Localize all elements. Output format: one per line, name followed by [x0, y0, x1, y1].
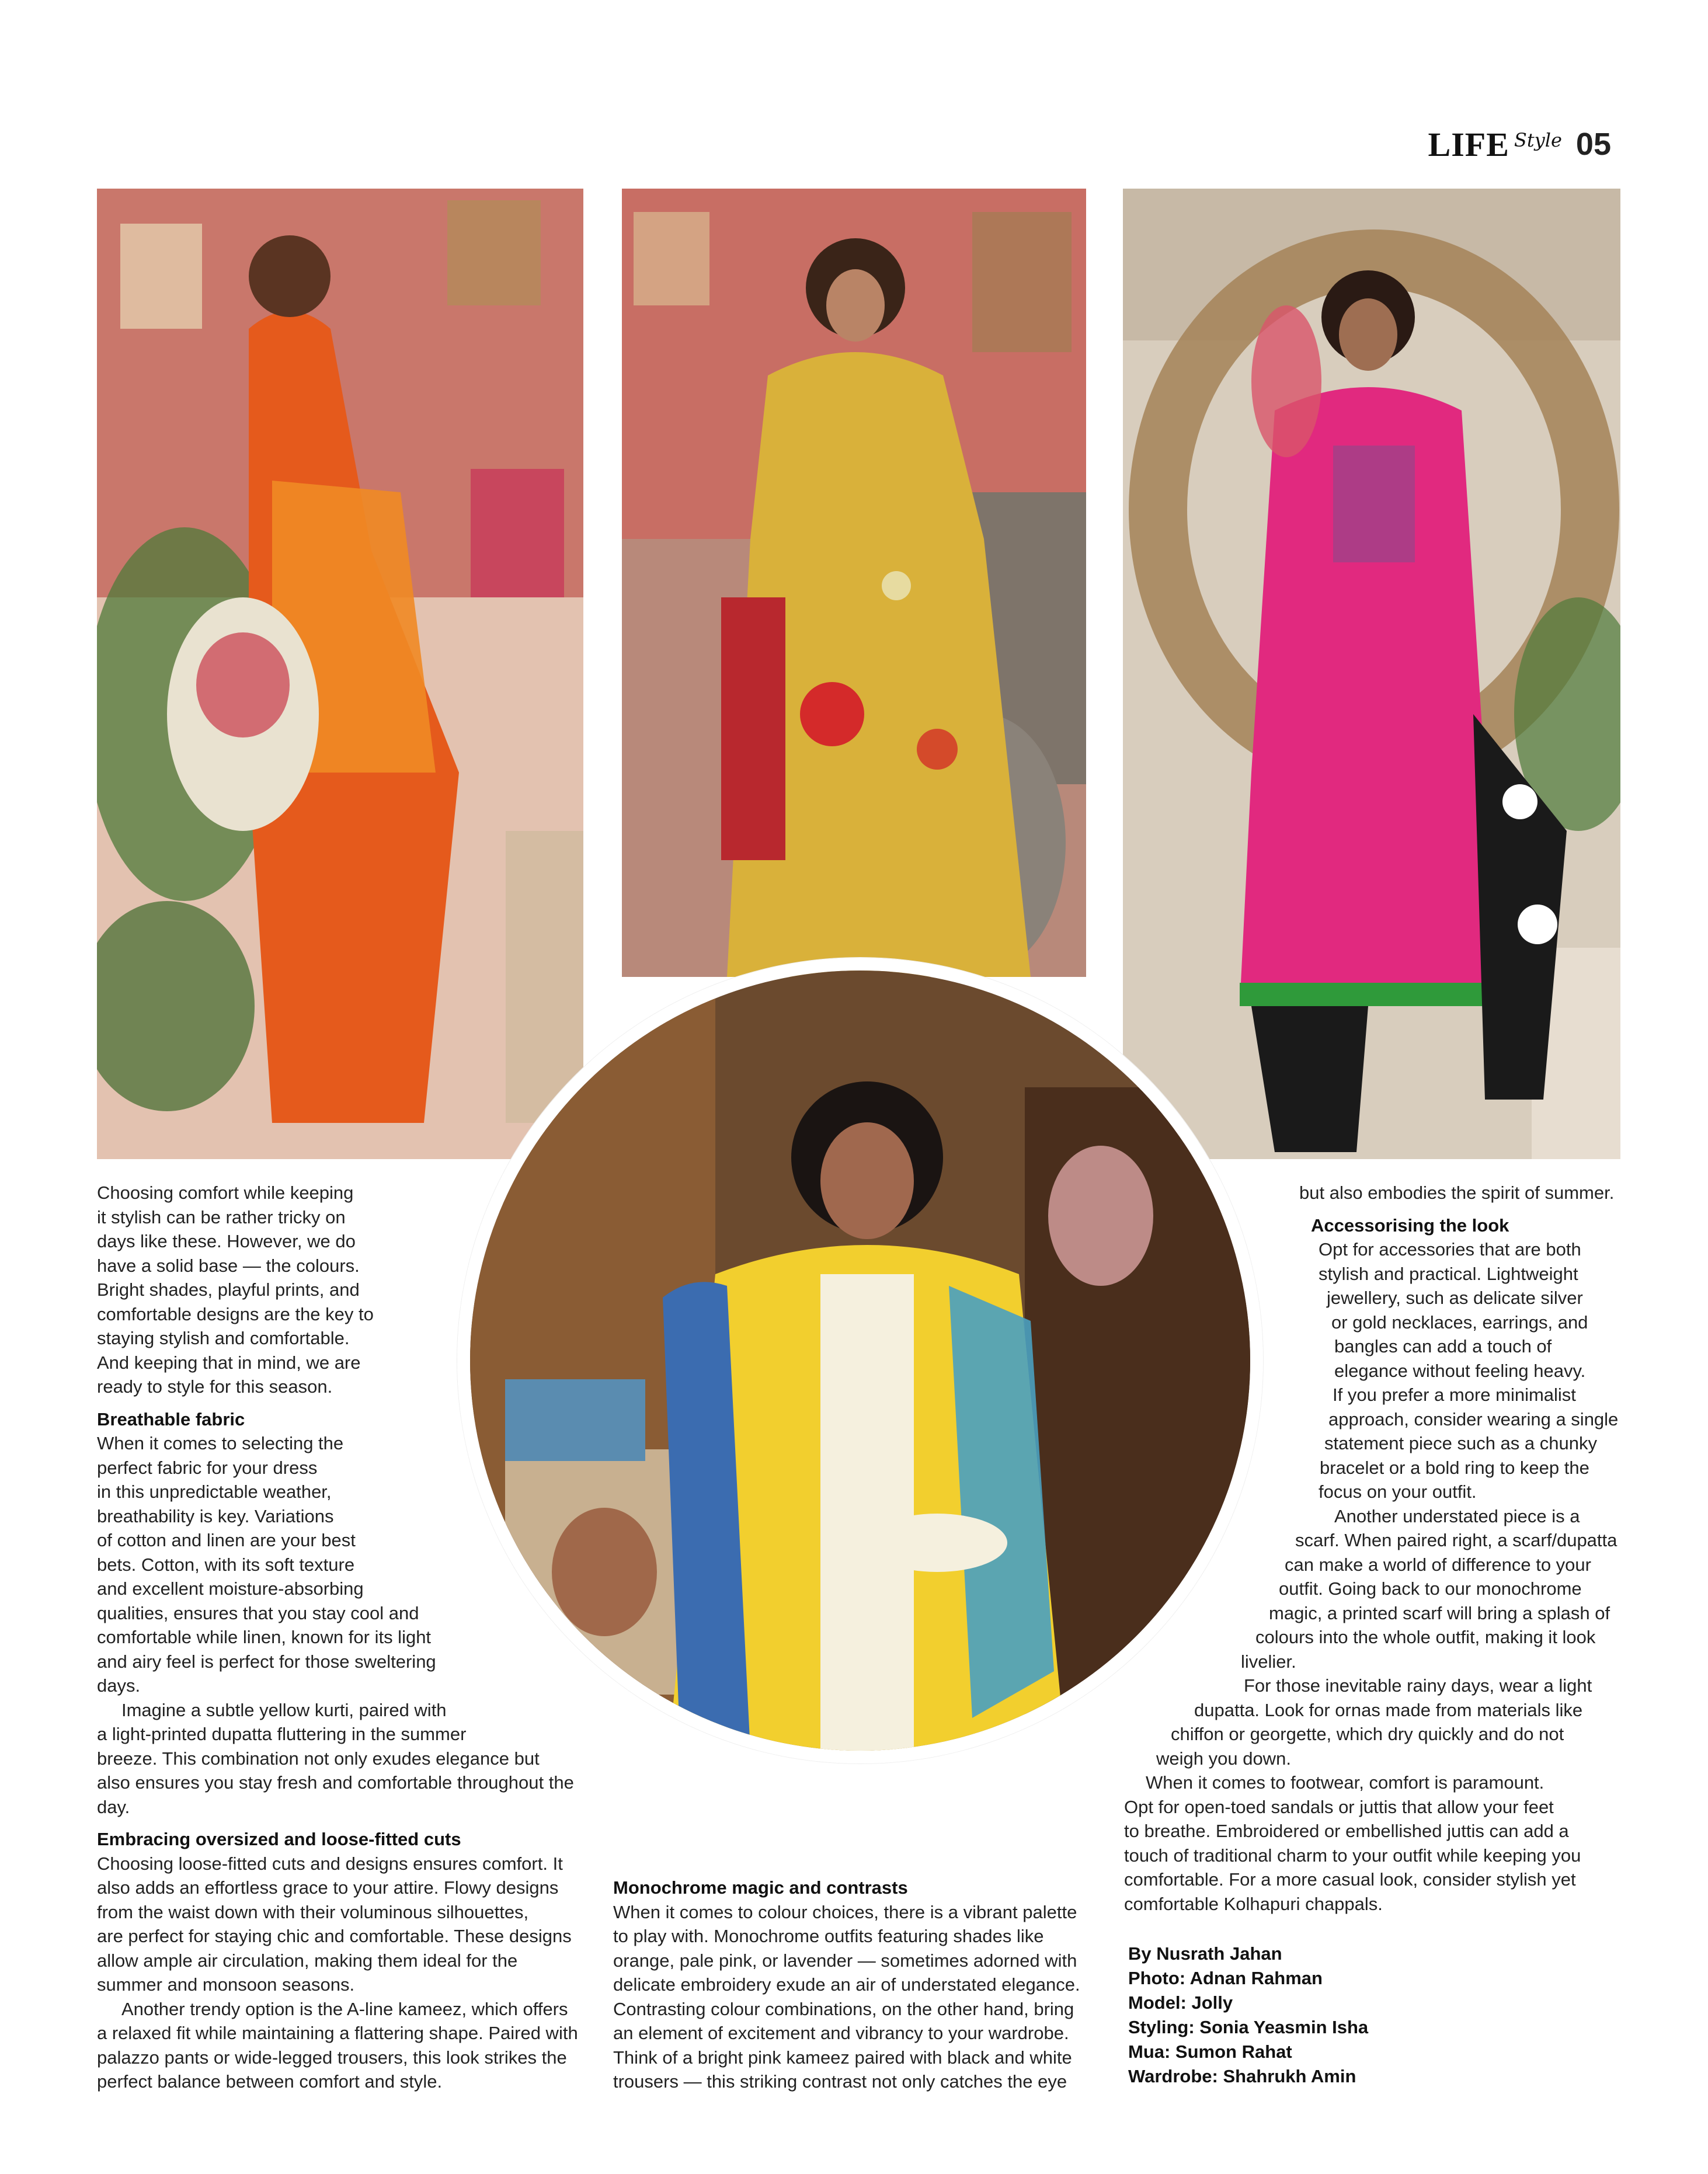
credit-photo: Photo: Adnan Rahman	[1128, 1968, 1323, 1988]
body-line: of cotton and linen are your best	[97, 1530, 356, 1550]
heading-breathable-fabric: Breathable fabric	[97, 1408, 245, 1429]
middle-column	[613, 1876, 1098, 2094]
body-line: bangles can add a touch of	[1334, 1336, 1552, 1356]
body-line: bets. Cotton, with its soft texture	[97, 1554, 355, 1575]
body-line: If you prefer a more minimalist	[1333, 1385, 1576, 1405]
body-line: comfortable Kolhapuri chappals.	[1124, 1893, 1383, 1914]
body-line: trousers — this striking contrast not only catches the eye	[613, 2071, 1067, 2092]
intro-line: days like these. However, we do	[97, 1231, 356, 1251]
body-line: qualities, ensures that you stay cool and	[97, 1602, 419, 1623]
body-line: Another trendy option is the A-line kameez, which offers	[121, 1998, 568, 2019]
body-line: comfortable while linen, known for its light	[97, 1627, 432, 1647]
body-line: a relaxed fit while maintaining a flattering shape. Paired with	[97, 2023, 578, 2043]
left-column	[97, 1181, 593, 2094]
body-line: to breathe. Embroidered or embellished juttis can add a	[1124, 1821, 1569, 1841]
body-line: also ensures you stay fresh and comfortable throughout the	[97, 1772, 574, 1793]
body-line: When it comes to footwear, comfort is paramount.	[1146, 1772, 1544, 1793]
intro-line: Bright shades, playful prints, and	[97, 1279, 360, 1300]
body-line: an element of excitement and vibrancy to your wardrobe.	[613, 2023, 1069, 2043]
body-line: colours into the whole outfit, making it look	[1255, 1627, 1596, 1647]
body-line: orange, pale pink, or lavender — sometimes adorned with	[613, 1950, 1077, 1971]
intro-line: ready to style for this season.	[97, 1376, 333, 1397]
body-line: Choosing loose-fitted cuts and designs ensures comfort. It	[97, 1853, 563, 1874]
body-line: perfect balance between comfort and style.	[97, 2071, 443, 2092]
body-line: dupatta. Look for ornas made from materials like	[1194, 1699, 1583, 1720]
heading-monochrome-magic: Monochrome magic and contrasts	[613, 1877, 908, 1898]
body-line: outfit. Going back to our monochrome	[1279, 1578, 1582, 1599]
body-line: but also embodies the spirit of summer.	[1299, 1182, 1615, 1203]
body-line: Another understated piece is a	[1334, 1505, 1580, 1526]
body-line: a light-printed dupatta fluttering in the summer	[97, 1724, 467, 1744]
intro-line: it stylish can be rather tricky on	[97, 1206, 346, 1227]
body-line: jewellery, such as delicate silver	[1327, 1288, 1583, 1308]
credit-mua: Mua: Sumon Rahat	[1128, 2041, 1292, 2062]
body-line: chiffon or georgette, which dry quickly and do not	[1171, 1724, 1564, 1744]
body-line: summer and monsoon seasons.	[97, 1974, 355, 1995]
masthead	[1428, 124, 1611, 165]
body-line: are perfect for staying chic and comfortable. These designs	[97, 1926, 572, 1946]
body-line: Contrasting colour combinations, on the other hand, bring	[613, 1998, 1074, 2019]
right-column	[1109, 1181, 1623, 1916]
heading-accessorising: Accessorising the look	[1311, 1215, 1509, 1236]
credit-author: By Nusrath Jahan	[1128, 1943, 1282, 1964]
body-line: Opt for accessories that are both	[1319, 1239, 1581, 1260]
style-logo-script: Style	[1514, 129, 1562, 151]
body-line: When it comes to colour choices, there is a vibrant palette	[613, 1901, 1077, 1922]
body-line: Think of a bright pink kameez paired with black and white	[613, 2047, 1072, 2068]
body-line: to play with. Monochrome outfits featuring shades like	[613, 1926, 1044, 1946]
intro-line: Choosing comfort while keeping	[97, 1182, 354, 1203]
intro-line: staying stylish and comfortable.	[97, 1328, 350, 1348]
body-line: stylish and practical. Lightweight	[1319, 1263, 1578, 1284]
life-logo: LIFE	[1428, 125, 1509, 164]
body-line: breeze. This combination not only exudes elegance but	[97, 1748, 540, 1769]
credits	[1128, 1942, 1537, 2089]
credit-model: Model: Jolly	[1128, 1992, 1233, 2013]
body-line: or gold necklaces, earrings, and	[1331, 1312, 1588, 1333]
body-line: and excellent moisture-absorbing	[97, 1578, 364, 1599]
body-line: palazzo pants or wide-legged trousers, this look strikes the	[97, 2047, 567, 2068]
photo-yellow-maxi	[622, 189, 1086, 977]
body-line: can make a world of difference to your	[1285, 1554, 1591, 1575]
body-line: and airy feel is perfect for those sweltering	[97, 1651, 436, 1672]
body-line: comfortable. For a more casual look, consider stylish yet	[1124, 1869, 1576, 1890]
body-line: days.	[97, 1675, 141, 1696]
body-line: For those inevitable rainy days, wear a light	[1244, 1675, 1592, 1696]
body-line: touch of traditional charm to your outfit while keeping you	[1124, 1845, 1581, 1866]
body-line: weigh you down.	[1156, 1748, 1291, 1769]
heading-oversized-cuts: Embracing oversized and loose-fitted cuts	[97, 1829, 461, 1849]
intro-line: have a solid base — the colours.	[97, 1255, 360, 1276]
body-line: from the waist down with their voluminous silhouettes,	[97, 1901, 529, 1922]
body-line: scarf. When paired right, a scarf/dupatta	[1295, 1530, 1617, 1550]
page-number: 05	[1575, 127, 1611, 162]
body-line: Opt for open-toed sandals or juttis that allow your feet	[1124, 1796, 1554, 1817]
body-line: livelier.	[1241, 1651, 1296, 1672]
body-line: approach, consider wearing a single	[1328, 1408, 1619, 1429]
body-line: Imagine a subtle yellow kurti, paired with	[121, 1699, 447, 1720]
body-line: allow ample air circulation, making them ideal for the	[97, 1950, 518, 1971]
intro-line: comfortable designs are the key to	[97, 1303, 374, 1324]
intro-line: And keeping that in mind, we are	[97, 1352, 361, 1373]
body-line: focus on your outfit.	[1319, 1481, 1477, 1502]
photo-pink-kameez	[1123, 189, 1620, 1159]
body-line: in this unpredictable weather,	[97, 1481, 332, 1502]
body-line: also adds an effortless grace to your attire. Flowy designs	[97, 1877, 559, 1898]
body-line: statement piece such as a chunky	[1324, 1433, 1597, 1453]
body-line: elegance without feeling heavy.	[1334, 1360, 1586, 1381]
body-line: magic, a printed scarf will bring a splash of	[1269, 1602, 1610, 1623]
body-line: perfect fabric for your dress	[97, 1457, 318, 1478]
photo-orange-outfit	[97, 189, 583, 1159]
credit-wardrobe: Wardrobe: Shahrukh Amin	[1128, 2066, 1356, 2086]
credit-styling: Styling: Sonia Yeasmin Isha	[1128, 2017, 1369, 2037]
body-line: bracelet or a bold ring to keep the	[1320, 1457, 1589, 1478]
body-line: When it comes to selecting the	[97, 1433, 344, 1453]
body-line: day.	[97, 1796, 130, 1817]
body-line: breathability is key. Variations	[97, 1505, 334, 1526]
body-line: delicate embroidery exude an air of understated elegance.	[613, 1974, 1080, 1995]
